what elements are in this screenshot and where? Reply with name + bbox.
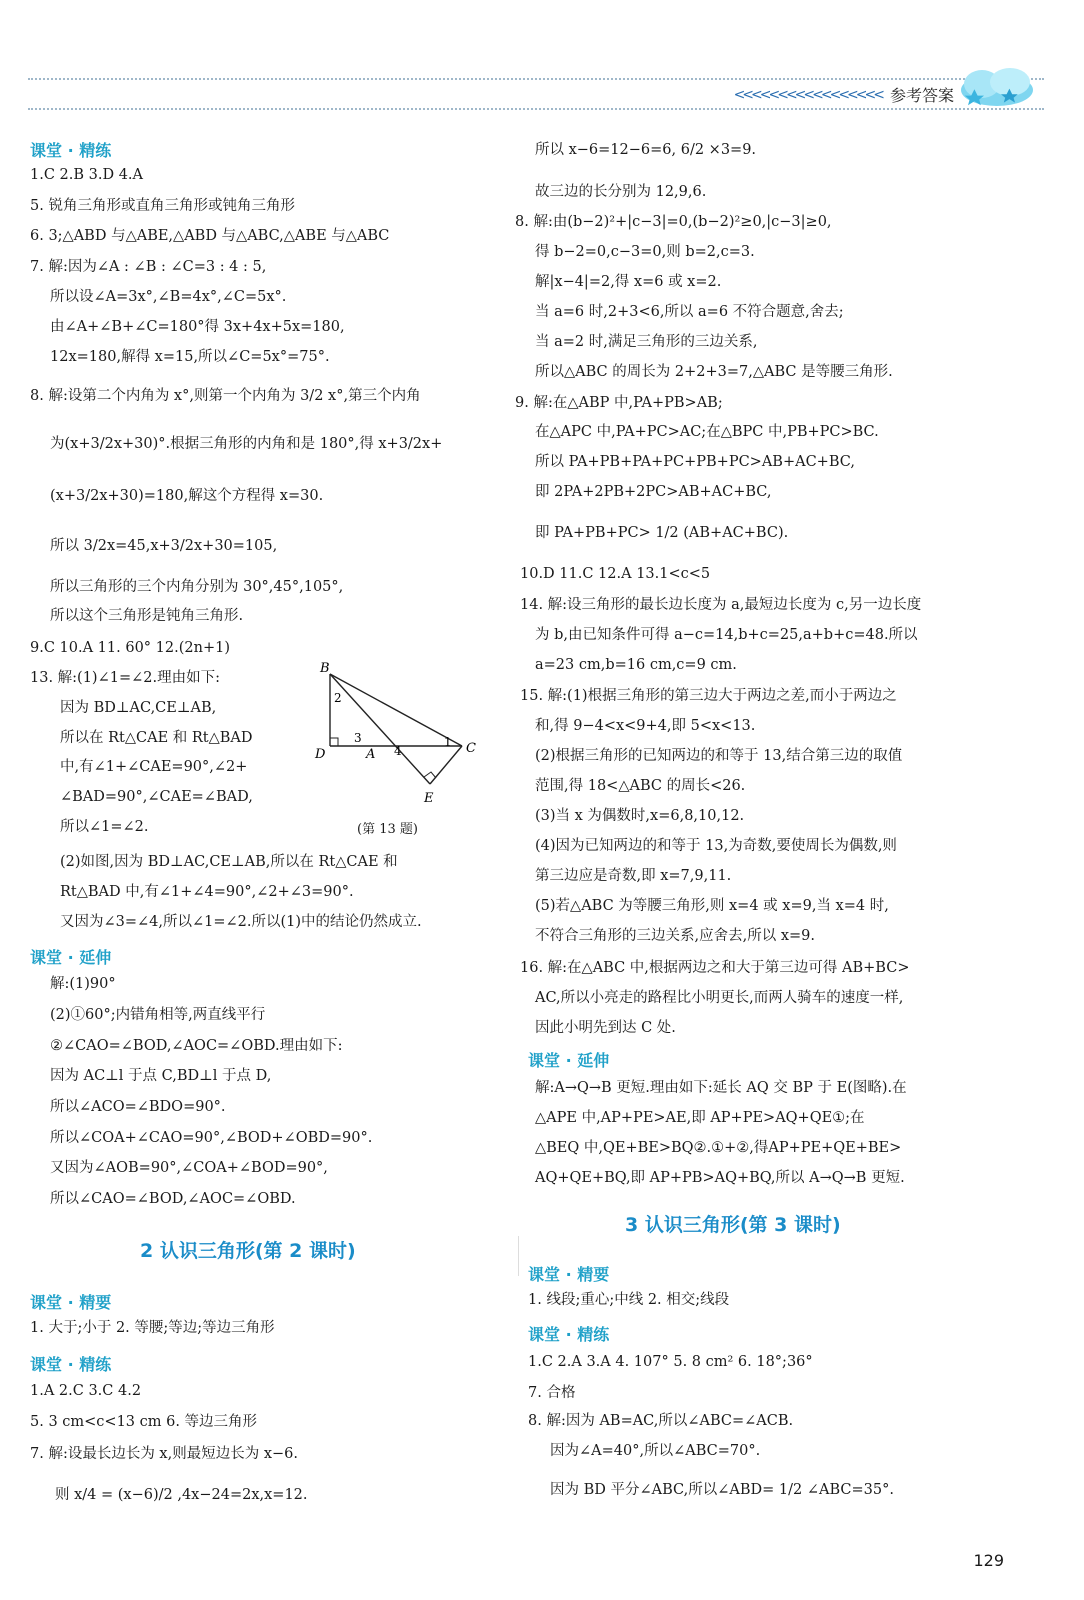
answer-line: 在△APC 中,PA+PC>AC;在△BPC 中,PB+PC>BC. [535, 424, 879, 440]
header-dotted-line-bottom [28, 108, 1044, 110]
label-D: D [315, 747, 326, 762]
answer-line: 所以∠1=∠2. [60, 819, 149, 835]
answer-line: 16. 解:在△ABC 中,根据两边之和大于第三边可得 AB+BC> [520, 960, 910, 976]
answer-line: 则 x/4 = (x−6)/2 ,4x−24=2x,x=12. [55, 1487, 308, 1503]
answer-line: 即 2PA+2PB+2PC>AB+AC+BC, [535, 484, 772, 500]
answer-line: 为 b,由已知条件可得 a−c=14,b+c=25,a+b+c=48.所以 [535, 627, 918, 643]
answer-line: 即 PA+PB+PC> 1/2 (AB+AC+BC). [535, 525, 789, 541]
label-B: B [320, 662, 330, 676]
angle-3-label: 3 [354, 731, 362, 745]
answer-line: 5. 锐角三角形或直角三角形或钝角三角形 [30, 198, 295, 214]
answer-line: 9. 解:在△ABP 中,PA+PB>AB; [515, 395, 723, 411]
answer-line: 7. 解:设最长边长为 x,则最短边长为 x−6. [30, 1446, 298, 1462]
answer-line: 得 b−2=0,c−3=0,则 b=2,c=3. [535, 244, 755, 260]
answer-line: 1.A 2.C 3.C 4.2 [30, 1383, 142, 1399]
answer-line: 6. 3;△ABD 与△ABE,△ABD 与△ABC,△ABE 与△ABC [30, 228, 390, 244]
answer-line: 8. 解:因为 AB=AC,所以∠ABC=∠ACB. [528, 1413, 794, 1429]
answer-line: 不符合三角形的三边关系,应舍去,所以 x=9. [535, 928, 815, 944]
answer-line: 7. 合格 [528, 1385, 576, 1401]
answer-line: 所以 x−6=12−6=6, 6/2 ×3=9. [535, 142, 757, 158]
answer-line: 9.C 10.A 11. 60° 12.(2n+1) [30, 640, 230, 656]
chapter-title: 2 认识三角形(第 2 课时) [140, 1240, 356, 1262]
answer-line: 解|x−4|=2,得 x=6 或 x=2. [535, 274, 722, 290]
answer-line: (2)根据三角形的已知两边的和等于 13,结合第三边的取值 [535, 748, 903, 764]
answer-line: 由∠A+∠B+∠C=180°得 3x+4x+5x=180, [50, 319, 345, 335]
answer-line: 解:(1)90° [50, 976, 116, 992]
answer-line: 因为 BD⊥AC,CE⊥AB, [60, 700, 217, 716]
section-heading: 课堂 · 延伸 [528, 1051, 610, 1070]
angle-1-label: 1 [444, 735, 452, 749]
answer-line: 12x=180,解得 x=15,所以∠C=5x°=75°. [50, 349, 330, 365]
answer-line: 解:A→Q→B 更短.理由如下:延长 AQ 交 BP 于 E(图略).在 [535, 1080, 907, 1096]
answer-line: ∠BAD=90°,∠CAE=∠BAD, [60, 789, 253, 805]
answer-line: △BEQ 中,QE+BE>BQ②.①+②,得AP+PE+QE+BE> [535, 1140, 902, 1156]
header-arrows: <<<<<<<<<<<<<<<<< [733, 86, 882, 103]
label-E: E [424, 791, 434, 806]
section-heading: 课堂 · 精练 [30, 141, 112, 160]
answer-line: ②∠CAO=∠BOD,∠AOC=∠OBD.理由如下: [50, 1038, 343, 1054]
column-divider [518, 1236, 519, 1276]
answer-line: (3)当 x 为偶数时,x=6,8,10,12. [535, 808, 745, 824]
answer-line: 所以∠ACO=∠BDO=90°. [50, 1099, 226, 1115]
answer-line: △APE 中,AP+PE>AE,即 AP+PE>AQ+QE①;在 [535, 1110, 865, 1126]
answer-line: 5. 3 cm<c<13 cm 6. 等边三角形 [30, 1414, 258, 1430]
answer-line: 1.C 2.A 3.A 4. 107° 5. 8 cm² 6. 18°;36° [528, 1354, 813, 1370]
answer-line: 又因为∠3=∠4,所以∠1=∠2.所以(1)中的结论仍然成立. [60, 914, 422, 930]
answer-line: 所以∠COA+∠CAO=90°,∠BOD+∠OBD=90°. [50, 1130, 373, 1146]
section-heading: 课堂 · 精练 [528, 1325, 610, 1344]
page-number: 129 [973, 1551, 1004, 1570]
chapter-title: 3 认识三角形(第 3 课时) [625, 1214, 841, 1236]
answer-line: 因为 BD 平分∠ABC,所以∠ABD= 1/2 ∠ABC=35°. [550, 1482, 894, 1498]
answer-line: Rt△BAD 中,有∠1+∠4=90°,∠2+∠3=90°. [60, 884, 354, 900]
answer-line: 所以设∠A=3x°,∠B=4x°,∠C=5x°. [50, 289, 287, 305]
section-heading: 课堂 · 延伸 [30, 948, 112, 967]
answer-line: 1.C 2.B 3.D 4.A [30, 167, 144, 183]
section-heading: 课堂 · 精要 [30, 1293, 112, 1312]
answer-line: 8. 解:由(b−2)²+|c−3|=0,(b−2)²≥0,|c−3|≥0, [515, 214, 832, 230]
answer-line: a=23 cm,b=16 cm,c=9 cm. [535, 657, 737, 673]
figure-caption: (第 13 题) [357, 822, 418, 837]
answer-line: (5)若△ABC 为等腰三角形,则 x=4 或 x=9,当 x=4 时, [535, 898, 889, 914]
label-A: A [366, 747, 376, 762]
section-heading: 课堂 · 精练 [30, 1355, 112, 1374]
answer-line: (4)因为已知两边的和等于 13,为奇数,要使周长为偶数,则 [535, 838, 897, 854]
answer-line: 所以∠CAO=∠BOD,∠AOC=∠OBD. [50, 1191, 296, 1207]
answer-line: 范围,得 18<△ABC 的周长<26. [535, 778, 746, 794]
answer-line: 8. 解:设第二个内角为 x°,则第一个内角为 3/2 x°,第三个内角 [30, 388, 421, 404]
angle-4-label: 4 [394, 744, 402, 758]
answer-line: 所以这个三角形是钝角三角形. [50, 608, 244, 624]
answer-line: 和,得 9−4<x<9+4,即 5<x<13. [535, 718, 756, 734]
answer-line: 所以 3/2x=45,x+3/2x+30=105, [50, 538, 278, 554]
answer-line: AC,所以小亮走的路程比小明更长,而两人骑车的速度一样, [535, 990, 904, 1006]
answer-line: 7. 解:因为∠A : ∠B : ∠C=3 : 4 : 5, [30, 259, 267, 275]
answer-line: 又因为∠AOB=90°,∠COA+∠BOD=90°, [50, 1160, 328, 1176]
answer-line: (2)①60°;内错角相等,两直线平行 [50, 1007, 266, 1023]
answer-line: 1. 线段;重心;中线 2. 相交;线段 [528, 1292, 730, 1308]
section-heading: 课堂 · 精要 [528, 1265, 610, 1284]
answer-line: 为(x+3/2x+30)°.根据三角形的内角和是 180°,得 x+3/2x+ [50, 436, 443, 452]
answer-line: (x+3/2x+30)=180,解这个方程得 x=30. [50, 488, 324, 504]
answer-line: AQ+QE+BQ,即 AP+PB>AQ+BQ,所以 A→Q→B 更短. [535, 1170, 905, 1186]
answer-line: 15. 解:(1)根据三角形的第三边大于两边之差,而小于两边之 [520, 688, 897, 704]
header-dotted-line-top [28, 78, 1044, 80]
answer-line: 所以△ABC 的周长为 2+2+3=7,△ABC 是等腰三角形. [535, 364, 893, 380]
answer-line: 当 a=6 时,2+3<6,所以 a=6 不符合题意,舍去; [535, 304, 844, 320]
answer-line: 1. 大于;小于 2. 等腰;等边;等边三角形 [30, 1320, 275, 1336]
cloud-decoration-icon [952, 62, 1042, 114]
answer-line: 10.D 11.C 12.A 13.1<c<5 [520, 566, 711, 582]
answer-line: 因为∠A=40°,所以∠ABC=70°. [550, 1443, 761, 1459]
answer-line: 故三边的长分别为 12,9,6. [535, 184, 707, 200]
header-title: 参考答案 [889, 86, 954, 105]
answer-line: 因此小明先到达 C 处. [535, 1020, 676, 1036]
answer-line: 当 a=2 时,满足三角形的三边关系, [535, 334, 758, 350]
answer-line: 所以三角形的三个内角分别为 30°,45°,105°, [50, 579, 344, 595]
triangle-figure [312, 662, 482, 812]
answer-line: 第三边应是奇数,即 x=7,9,11. [535, 868, 732, 884]
angle-2-label: 2 [334, 691, 342, 705]
header [734, 83, 954, 106]
answer-line: 所以在 Rt△CAE 和 Rt△BAD [60, 730, 253, 746]
answer-line: (2)如图,因为 BD⊥AC,CE⊥AB,所以在 Rt△CAE 和 [60, 854, 398, 870]
answer-line: 14. 解:设三角形的最长边长度为 a,最短边长度为 c,另一边长度 [520, 597, 922, 613]
answer-line: 中,有∠1+∠CAE=90°,∠2+ [60, 759, 248, 775]
answer-line: 13. 解:(1)∠1=∠2.理由如下: [30, 670, 220, 686]
answer-line: 因为 AC⊥l 于点 C,BD⊥l 于点 D, [50, 1068, 272, 1084]
label-C: C [466, 741, 476, 756]
answer-line: 所以 PA+PB+PA+PC+PB+PC>AB+AC+BC, [535, 454, 855, 470]
